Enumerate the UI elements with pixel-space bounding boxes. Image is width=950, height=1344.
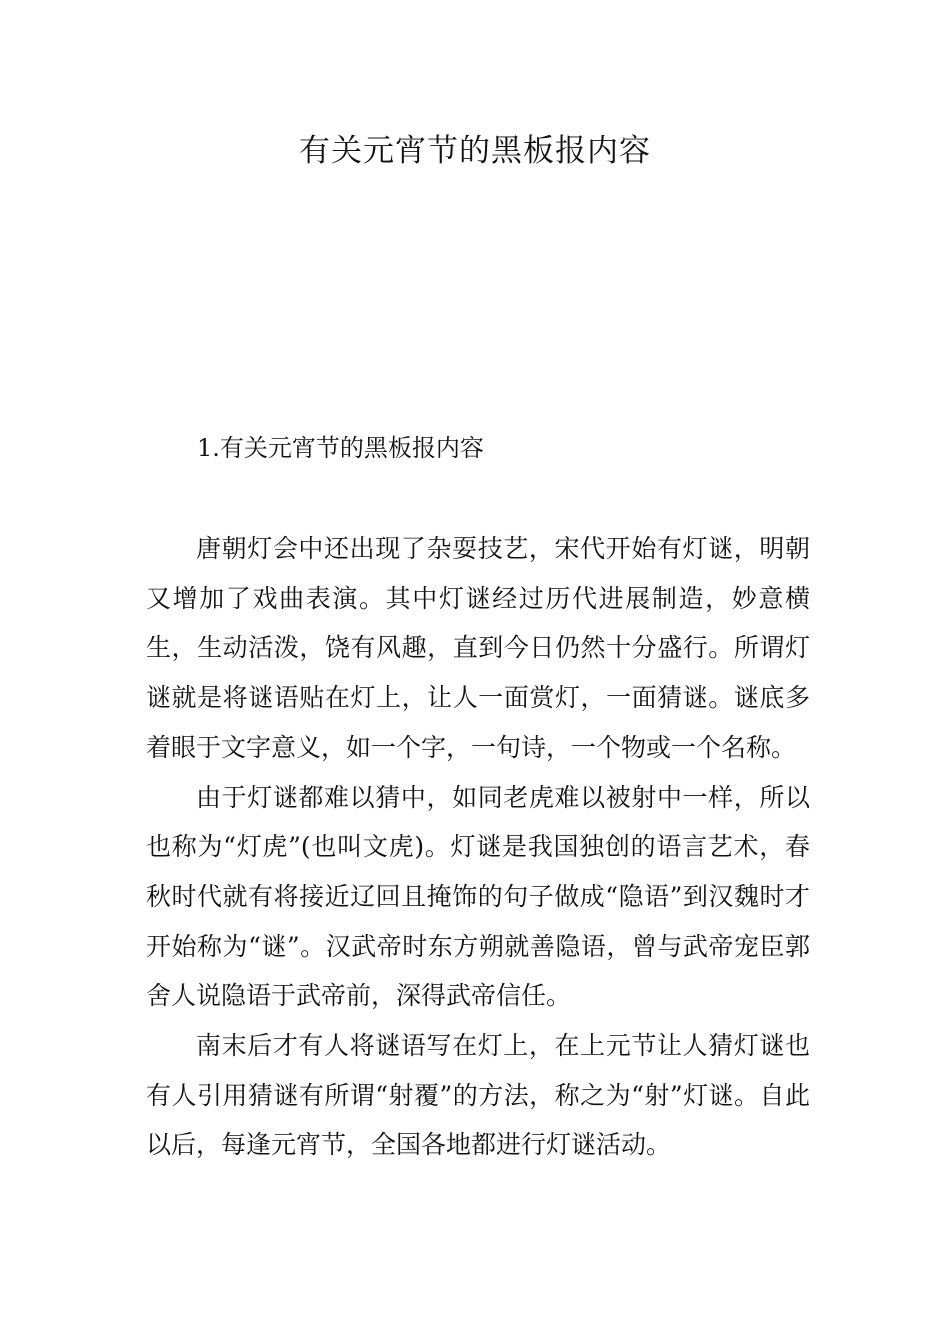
paragraph-2: 由于灯谜都难以猜中，如同老虎难以被射中一样，所以也称为“灯虎”(也叫文虎)。灯谜是我国独创的语言艺术，春秋时代就有将接近辽回且掩饰的句子做成“隐语”到汉魏时才开始称为“谜”。汉武帝时东方朔就善隐语，曾与武帝宠臣郭舍人说隐语于武帝前，深得武帝信任。 [146, 782, 810, 1011]
document-title: 有关元宵节的黑板报内容 [299, 133, 651, 169]
body-text [146, 524, 810, 1170]
paragraph-1: 唐朝灯会中还出现了杂耍技艺，宋代开始有灯谜，明朝又增加了戏曲表演。其中灯谜经过历代进展制造，妙意横生，生动活泼，饶有风趣，直到今日仍然十分盛行。所谓灯谜就是将谜语贴在灯上，让人一面赏灯，一面猜谜。谜底多着眼于文字意义，如一个字，一句诗，一个物或一个名称。 [146, 534, 810, 762]
section-heading: 1.有关元宵节的黑板报内容 [197, 434, 484, 462]
paragraph-3: 南末后才有人将谜语写在灯上，在上元节让人猜灯谜也有人引用猜谜有所谓“射覆”的方法，称之为“射”灯谜。自此以后，每逢元宵节，全国各地都进行灯谜活动。 [146, 1031, 810, 1160]
